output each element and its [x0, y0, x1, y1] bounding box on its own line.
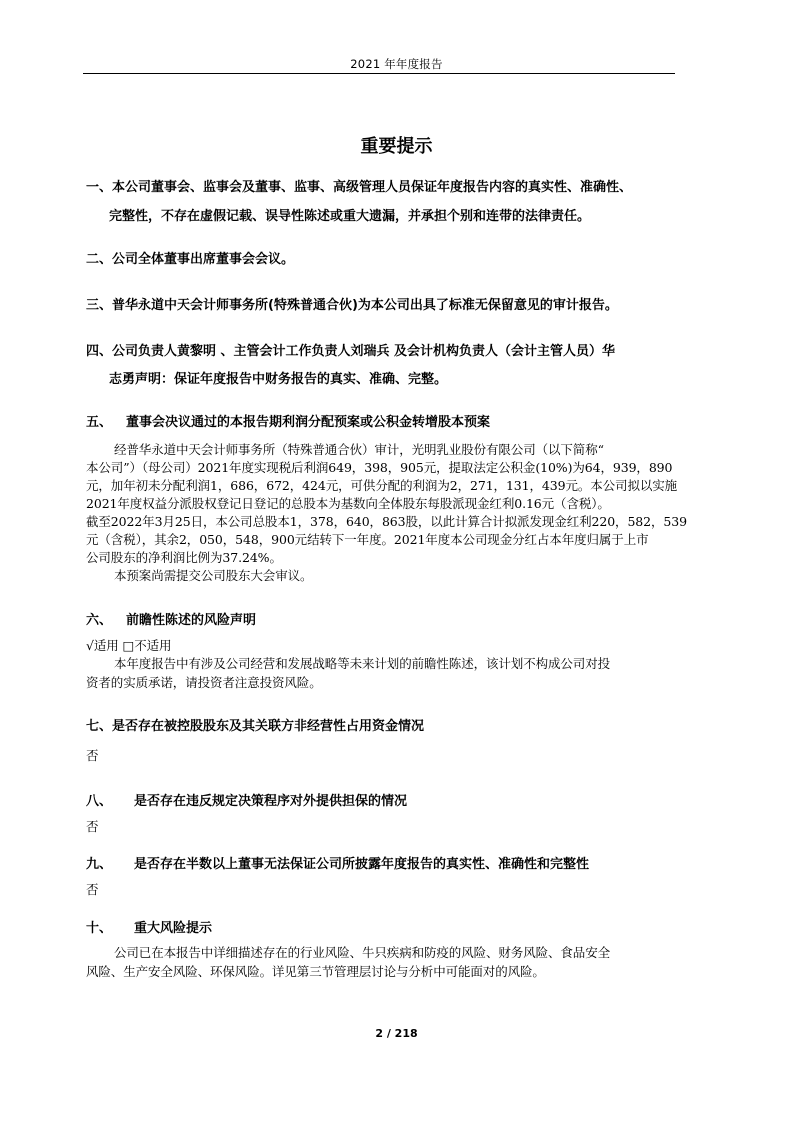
section-7-heading: 七、是否存在被控股股东及其关联方非经营性占用资金情况	[86, 719, 425, 734]
section-5-paragraph-line: 本预案尚需提交公司股东大会审议。	[114, 568, 313, 583]
page-header-title: 2021 年年度报告	[350, 57, 443, 71]
section-10-number: 十、	[86, 921, 113, 936]
section-5-paragraph-line: 本公司”）（母公司）2021年度实现税后利润649，398，905元，提取法定公积金(10%)为64，939，890	[86, 460, 673, 475]
header-rule	[83, 73, 675, 74]
section-8-title: 是否存在违反规定决策程序对外提供担保的情况	[134, 794, 408, 809]
section-9-heading	[86, 853, 686, 872]
section-1-line-1: 一、本公司董事会、监事会及董事、监事、高级管理人员保证年度报告内容的真实性、准确性、	[86, 180, 633, 195]
section-8-number: 八、	[86, 794, 113, 809]
section-4-line-1: 四、公司负责人黄黎明 、主管会计工作负责人刘瑞兵 及会计机构负责人（会计主管人员）华	[86, 344, 616, 359]
section-9-title: 是否存在半数以上董事无法保证公司所披露年度报告的真实性、准确性和完整性	[134, 857, 590, 872]
section-5-paragraph-line: 元，加年初未分配利润1，686，672，424元，可供分配的利润为2，271，131，439元。本公司拟以实施	[86, 478, 678, 493]
section-5-paragraph-line: 2021年度权益分派股权登记日登记的总股本为基数向全体股东每股派现金红利0.16元（含税）。	[86, 496, 610, 511]
section-8-heading	[86, 790, 686, 809]
document-title: 重要提示	[360, 136, 433, 157]
section-5-paragraph-line: 截至2022年3月25日，本公司总股本1，378，640，863股，以此计算合计拟派发现金红利220，582，539	[86, 514, 687, 529]
section-2: 二、公司全体董事出席董事会会议。	[86, 252, 295, 267]
page-number: 2 / 218	[375, 1027, 418, 1040]
section-10-paragraph-line: 风险、生产安全风险、环保风险。详见第三节管理层讨论与分析中可能面对的风险。	[86, 964, 545, 979]
section-6-number: 六、	[86, 613, 113, 628]
applicable-checkbox-line: √适用 □不适用	[86, 638, 172, 653]
section-10-paragraph-line: 公司已在本报告中详细描述存在的行业风险、牛只疾病和防疫的风险、财务风险、食品安全	[114, 945, 611, 960]
section-9-answer: 否	[86, 882, 99, 897]
section-10-heading	[86, 917, 686, 936]
section-6-paragraph-line: 本年度报告中有涉及公司经营和发展战略等未来计划的前瞻性陈述，该计划不构成公司对投	[114, 656, 611, 671]
section-1-line-2: 完整性，不存在虚假记载、误导性陈述或重大遗漏，并承担个别和连带的法律责任。	[109, 209, 591, 224]
section-3: 三、普华永道中天会计师事务所(特殊普通合伙)为本公司出具了标准无保留意见的审计报告。	[86, 298, 618, 313]
section-6-heading	[86, 609, 686, 628]
section-8-answer: 否	[86, 819, 99, 834]
section-5-paragraph-line: 公司股东的净利润比例为37.24%。	[86, 550, 282, 565]
section-7-answer: 否	[86, 748, 99, 763]
section-6-title: 前瞻性陈述的风险声明	[126, 613, 257, 628]
section-6-paragraph-line: 资者的实质承诺，请投资者注意投资风险。	[86, 675, 322, 690]
section-4-line-2: 志勇声明：保证年度报告中财务报告的真实、准确、完整。	[109, 372, 448, 387]
section-5-paragraph-line: 经普华永道中天会计师事务所（特殊普通合伙）审计，光明乳业股份有限公司（以下简称“	[114, 442, 604, 457]
section-5-title: 董事会决议通过的本报告期利润分配预案或公积金转增股本预案	[126, 415, 491, 430]
section-5-number: 五、	[86, 415, 113, 430]
section-5-paragraph-line: 元（含税），其余2，050，548，900元结转下一年度。2021年度本公司现金分红占本年度归属于上市	[86, 532, 649, 547]
section-9-number: 九、	[86, 857, 113, 872]
section-10-title: 重大风险提示	[134, 921, 213, 936]
section-5-heading	[86, 411, 686, 430]
